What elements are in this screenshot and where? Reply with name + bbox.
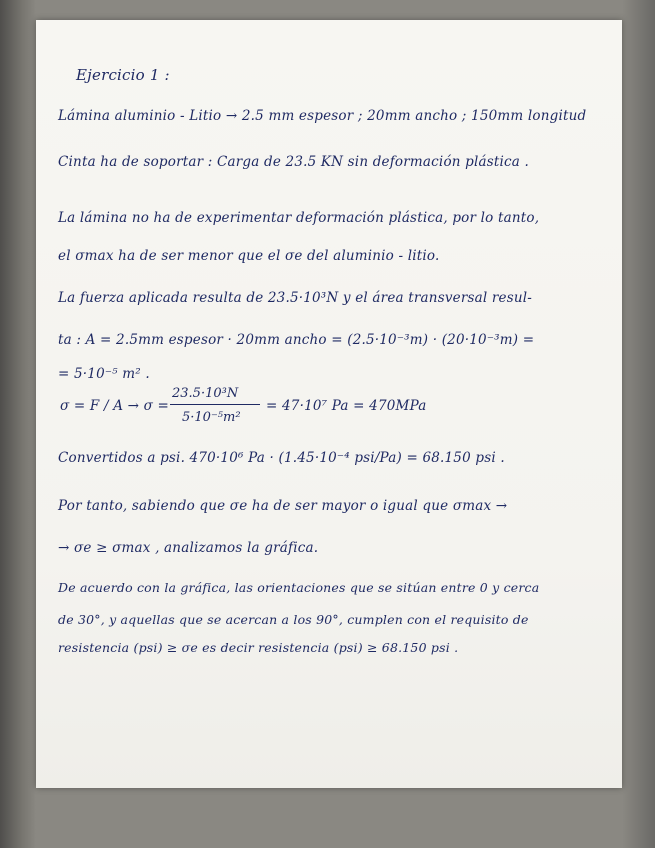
text-line-10: Por tanto, sabiendo que σe ha de ser mayor o igual que σmax → [58, 498, 508, 514]
fraction-denominator: 5·10⁻⁵m² [182, 410, 241, 425]
text-line-7: = 5·10⁻⁵ m² . [58, 366, 150, 382]
paper-sheet [36, 20, 622, 788]
text-line-5: La fuerza aplicada resulta de 23.5·10³N y el área transversal resul- [58, 290, 533, 306]
fraction-numerator: 23.5·10³N [172, 386, 239, 401]
text-line-6: ta : A = 2.5mm espesor · 20mm ancho = (2.5·10⁻³m) · (20·10⁻³m) = [58, 332, 535, 348]
text-line-conversion: Convertidos a psi. 470·10⁶ Pa · (1.45·10⁻⁴ psi/Pa) = 68.150 psi . [58, 450, 505, 466]
stress-equation-result: = 47·10⁷ Pa = 470MPa [266, 398, 427, 414]
text-line-2: Cinta ha de soportar : Carga de 23.5 KN sin deformación plástica . [58, 154, 530, 170]
text-line-14: resistencia (psi) ≥ σe es decir resistencia (psi) ≥ 68.150 psi . [58, 640, 459, 655]
exercise-title: Ejercicio 1 : [76, 66, 170, 84]
text-line-12: De acuerdo con la gráfica, las orientaciones que se sitúan entre 0 y cerca [58, 580, 540, 595]
text-line-4: el σmax ha de ser menor que el σe del aluminio - litio. [58, 248, 440, 264]
text-line-11: → σe ≥ σmax , analizamos la gráfica. [58, 540, 319, 556]
text-line-1: Lámina aluminio - Litio → 2.5 mm espesor ; 20mm ancho ; 150mm longitud [58, 108, 587, 124]
text-line-13: de 30°, y aquellas que se acercan a los 90°, cumplen con el requisito de [58, 612, 529, 627]
stress-equation-left: σ = F / A → σ = [60, 398, 170, 414]
fraction-bar [170, 404, 260, 405]
text-line-3: La lámina no ha de experimentar deformación plástica, por lo tanto, [58, 210, 540, 226]
